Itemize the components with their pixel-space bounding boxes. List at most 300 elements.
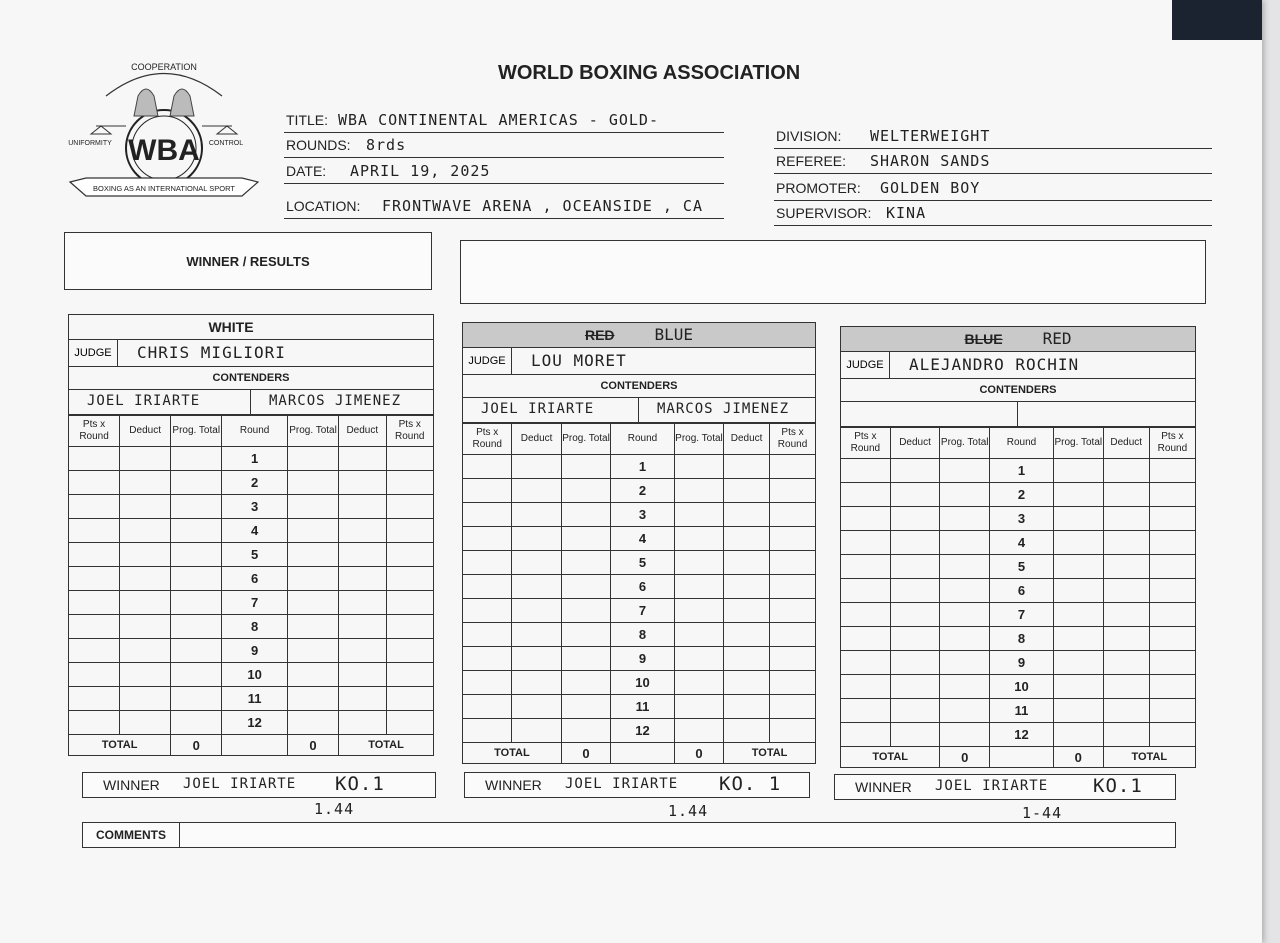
score-cell[interactable]	[287, 447, 338, 471]
score-cell[interactable]	[120, 639, 171, 663]
score-cell[interactable]	[512, 479, 561, 503]
score-cell[interactable]	[339, 687, 386, 711]
score-cell[interactable]	[463, 623, 512, 647]
col-header: Prog. Total	[1053, 428, 1103, 459]
score-cell[interactable]	[561, 479, 610, 503]
score-cell[interactable]	[724, 479, 770, 503]
score-cell[interactable]	[69, 495, 120, 519]
score-cell[interactable]	[339, 471, 386, 495]
score-cell[interactable]	[339, 591, 386, 615]
table-row	[69, 663, 434, 687]
table-row	[841, 507, 1196, 531]
score-cell[interactable]	[940, 603, 990, 627]
table-row	[69, 687, 434, 711]
background-corner	[1172, 0, 1262, 40]
score-cell[interactable]	[120, 519, 171, 543]
score-cell[interactable]	[287, 687, 338, 711]
score-cell[interactable]	[674, 455, 723, 479]
score-cell[interactable]	[69, 663, 120, 687]
score-cell[interactable]	[841, 723, 891, 747]
score-cell[interactable]	[770, 527, 816, 551]
score-cell[interactable]	[386, 711, 434, 735]
score-cell[interactable]	[724, 551, 770, 575]
score-cell[interactable]	[841, 675, 891, 699]
score-cell[interactable]	[940, 651, 990, 675]
score-cell[interactable]	[1053, 675, 1103, 699]
score-cell[interactable]	[339, 663, 386, 687]
score-cell[interactable]	[339, 543, 386, 567]
total-gap	[611, 743, 675, 764]
score-cell[interactable]	[1149, 723, 1195, 747]
table-row	[463, 647, 816, 671]
score-cell[interactable]	[171, 639, 222, 663]
score-cell[interactable]	[386, 471, 434, 495]
score-cell[interactable]	[1149, 555, 1195, 579]
score-cell[interactable]	[339, 615, 386, 639]
judge-name: LOU MORET	[531, 351, 627, 370]
corner-struck-label: RED	[584, 327, 615, 343]
score-cell[interactable]	[287, 567, 338, 591]
referee-field	[774, 149, 1212, 174]
score-cell[interactable]	[512, 503, 561, 527]
score-cell[interactable]	[386, 519, 434, 543]
score-cell[interactable]	[1053, 531, 1103, 555]
score-cell[interactable]	[1149, 627, 1195, 651]
score-cell[interactable]	[386, 495, 434, 519]
score-cell[interactable]	[339, 567, 386, 591]
score-cell[interactable]	[770, 719, 816, 743]
score-cell[interactable]	[674, 479, 723, 503]
comments-row[interactable]	[82, 822, 1176, 848]
score-cell[interactable]	[674, 623, 723, 647]
score-cell[interactable]	[1103, 627, 1149, 651]
score-cell[interactable]	[1149, 603, 1195, 627]
score-cell[interactable]	[890, 651, 940, 675]
logo-banner: BOXING AS AN INTERNATIONAL SPORT	[93, 184, 235, 193]
corner-new-label: BLUE	[654, 325, 694, 344]
score-cell[interactable]	[287, 543, 338, 567]
location-field	[284, 194, 724, 219]
scorecard-red	[840, 326, 1196, 768]
score-cell[interactable]	[171, 663, 222, 687]
score-cell[interactable]	[287, 591, 338, 615]
score-cell[interactable]	[1103, 507, 1149, 531]
contenders-row	[68, 390, 434, 415]
contenders-row	[462, 398, 816, 423]
score-cell[interactable]	[674, 599, 723, 623]
score-cell[interactable]	[724, 671, 770, 695]
date-field	[284, 159, 724, 184]
score-cell[interactable]	[1053, 459, 1103, 483]
score-cell[interactable]	[512, 647, 561, 671]
score-cell[interactable]	[841, 507, 891, 531]
score-cell[interactable]	[561, 599, 610, 623]
score-cell[interactable]	[674, 719, 723, 743]
score-cell[interactable]	[287, 495, 338, 519]
score-cell[interactable]	[770, 695, 816, 719]
score-cell[interactable]	[674, 551, 723, 575]
score-cell[interactable]	[171, 495, 222, 519]
score-cell[interactable]	[1053, 507, 1103, 531]
score-cell[interactable]	[770, 575, 816, 599]
score-cell[interactable]	[841, 579, 891, 603]
table-row	[69, 639, 434, 663]
score-cell[interactable]	[120, 543, 171, 567]
score-cell[interactable]	[287, 639, 338, 663]
total-row	[841, 747, 1196, 768]
score-cell[interactable]	[120, 447, 171, 471]
score-cell[interactable]	[463, 719, 512, 743]
judge-row	[840, 352, 1196, 379]
score-cell[interactable]	[890, 579, 940, 603]
promoter-value: GOLDEN BOY	[880, 179, 981, 197]
score-cell[interactable]	[120, 687, 171, 711]
score-cell[interactable]	[512, 599, 561, 623]
score-cell[interactable]	[1053, 651, 1103, 675]
col-header: Deduct	[724, 424, 770, 455]
score-cell[interactable]	[724, 527, 770, 551]
score-cell[interactable]	[287, 663, 338, 687]
score-cell[interactable]	[69, 687, 120, 711]
score-cell[interactable]	[724, 695, 770, 719]
score-cell[interactable]	[69, 615, 120, 639]
score-cell[interactable]	[171, 471, 222, 495]
total-gap	[990, 747, 1054, 768]
score-cell[interactable]	[69, 519, 120, 543]
round-number: 7	[611, 599, 675, 623]
score-cell[interactable]	[841, 531, 891, 555]
score-cell[interactable]	[1103, 531, 1149, 555]
score-cell[interactable]	[1103, 483, 1149, 507]
score-cell[interactable]	[120, 495, 171, 519]
corner-header	[840, 326, 1196, 352]
score-cell[interactable]	[890, 699, 940, 723]
contenders-label: CONTENDERS	[68, 367, 434, 390]
score-cell[interactable]	[512, 455, 561, 479]
date-value: APRIL 19, 2025	[350, 162, 491, 180]
score-cell[interactable]	[1053, 723, 1103, 747]
score-cell[interactable]	[724, 647, 770, 671]
table-row	[463, 551, 816, 575]
score-cell[interactable]	[841, 459, 891, 483]
score-cell[interactable]	[1149, 531, 1195, 555]
title-field	[284, 108, 724, 133]
score-cell[interactable]	[561, 503, 610, 527]
table-row	[69, 591, 434, 615]
score-cell[interactable]	[940, 627, 990, 651]
score-cell[interactable]	[1103, 459, 1149, 483]
score-cell[interactable]	[674, 671, 723, 695]
score-cell[interactable]	[1149, 579, 1195, 603]
score-cell[interactable]	[940, 675, 990, 699]
score-cell[interactable]	[171, 543, 222, 567]
score-cell[interactable]	[69, 447, 120, 471]
score-cell[interactable]	[171, 447, 222, 471]
round-number: 11	[990, 699, 1054, 723]
score-cell[interactable]	[674, 695, 723, 719]
score-cell[interactable]	[940, 507, 990, 531]
table-row	[841, 651, 1196, 675]
score-cell[interactable]	[561, 695, 610, 719]
score-cell[interactable]	[940, 483, 990, 507]
score-cell[interactable]	[890, 675, 940, 699]
round-number: 2	[222, 471, 288, 495]
score-cell[interactable]	[386, 447, 434, 471]
score-cell[interactable]	[69, 639, 120, 663]
table-row	[841, 483, 1196, 507]
division-value: WELTERWEIGHT	[870, 127, 991, 145]
col-header: Round	[611, 424, 675, 455]
date-label: DATE:	[286, 163, 327, 179]
judge-label: JUDGE	[841, 352, 890, 378]
score-cell[interactable]	[1149, 507, 1195, 531]
score-cell[interactable]	[69, 711, 120, 735]
score-cell[interactable]	[890, 723, 940, 747]
score-cell[interactable]	[463, 527, 512, 551]
score-cell[interactable]	[674, 575, 723, 599]
score-cell[interactable]	[1103, 699, 1149, 723]
score-cell[interactable]	[1149, 483, 1195, 507]
score-cell[interactable]	[1053, 579, 1103, 603]
score-cell[interactable]	[674, 527, 723, 551]
score-cell[interactable]	[386, 543, 434, 567]
score-cell[interactable]	[120, 471, 171, 495]
contenders-row	[840, 402, 1196, 427]
score-cell[interactable]	[890, 603, 940, 627]
score-cell[interactable]	[69, 543, 120, 567]
round-number: 9	[990, 651, 1054, 675]
table-row	[69, 711, 434, 735]
score-cell[interactable]	[940, 699, 990, 723]
score-cell[interactable]	[463, 551, 512, 575]
score-cell[interactable]	[171, 615, 222, 639]
score-cell[interactable]	[69, 567, 120, 591]
score-cell[interactable]	[1053, 555, 1103, 579]
winner-label: WINNER	[103, 777, 160, 793]
score-cell[interactable]	[1053, 627, 1103, 651]
score-cell[interactable]	[512, 527, 561, 551]
score-cell[interactable]	[463, 671, 512, 695]
score-cell[interactable]	[386, 639, 434, 663]
left-fighter: JOEL IRIARTE	[481, 401, 595, 417]
score-cell[interactable]	[1103, 651, 1149, 675]
time-red: 1-44	[1022, 804, 1063, 822]
score-cell[interactable]	[463, 503, 512, 527]
score-cell[interactable]	[463, 455, 512, 479]
scorecard-white	[68, 314, 434, 756]
score-cell[interactable]	[512, 671, 561, 695]
score-cell[interactable]	[724, 719, 770, 743]
table-row	[463, 455, 816, 479]
score-cell[interactable]	[841, 603, 891, 627]
score-cell[interactable]	[561, 455, 610, 479]
score-cell[interactable]	[463, 575, 512, 599]
score-cell[interactable]	[287, 711, 338, 735]
col-header: Pts x Round	[386, 416, 434, 447]
score-cell[interactable]	[287, 615, 338, 639]
score-cell[interactable]	[940, 459, 990, 483]
score-cell[interactable]	[561, 575, 610, 599]
score-cell[interactable]	[386, 663, 434, 687]
score-cell[interactable]	[512, 719, 561, 743]
score-cell[interactable]	[287, 471, 338, 495]
table-row	[69, 471, 434, 495]
score-cell[interactable]	[940, 579, 990, 603]
score-cell[interactable]	[724, 575, 770, 599]
score-cell[interactable]	[512, 623, 561, 647]
score-cell[interactable]	[463, 479, 512, 503]
score-cell[interactable]	[1103, 675, 1149, 699]
score-cell[interactable]	[841, 627, 891, 651]
score-cell[interactable]	[561, 647, 610, 671]
total-left: 0	[171, 735, 222, 756]
score-cell[interactable]	[512, 551, 561, 575]
logo-text-top: COOPERATION	[131, 62, 197, 72]
col-header: Round	[222, 416, 288, 447]
total-left: 0	[561, 743, 610, 764]
total-right: 0	[287, 735, 338, 756]
score-cell[interactable]	[674, 647, 723, 671]
score-cell[interactable]	[890, 627, 940, 651]
score-cell[interactable]	[512, 575, 561, 599]
score-cell[interactable]	[724, 623, 770, 647]
score-cell[interactable]	[1149, 675, 1195, 699]
score-cell[interactable]	[770, 647, 816, 671]
col-header: Prog. Total	[674, 424, 723, 455]
score-cell[interactable]	[287, 519, 338, 543]
score-cell[interactable]	[770, 503, 816, 527]
score-cell[interactable]	[561, 719, 610, 743]
score-cell[interactable]	[940, 723, 990, 747]
score-cell[interactable]	[561, 623, 610, 647]
score-cell[interactable]	[770, 623, 816, 647]
round-number: 12	[990, 723, 1054, 747]
score-cell[interactable]	[770, 671, 816, 695]
total-label-right: TOTAL	[1103, 747, 1195, 768]
scorecard-blue	[462, 322, 816, 764]
score-cell[interactable]	[386, 591, 434, 615]
score-cell[interactable]	[770, 551, 816, 575]
round-number: 1	[222, 447, 288, 471]
score-cell[interactable]	[69, 591, 120, 615]
total-right: 0	[1053, 747, 1103, 768]
score-cell[interactable]	[120, 663, 171, 687]
score-cell[interactable]	[724, 455, 770, 479]
score-cell[interactable]	[940, 531, 990, 555]
score-cell[interactable]	[386, 687, 434, 711]
score-cell[interactable]	[1103, 603, 1149, 627]
round-number: 4	[222, 519, 288, 543]
score-cell[interactable]	[120, 591, 171, 615]
score-cell[interactable]	[339, 495, 386, 519]
score-cell[interactable]	[463, 695, 512, 719]
table-row	[69, 447, 434, 471]
score-cell[interactable]	[69, 471, 120, 495]
score-cell[interactable]	[171, 567, 222, 591]
score-cell[interactable]	[890, 483, 940, 507]
score-cell[interactable]	[940, 555, 990, 579]
score-cell[interactable]	[770, 599, 816, 623]
score-cell[interactable]	[339, 711, 386, 735]
score-cell[interactable]	[841, 483, 891, 507]
score-cell[interactable]	[724, 599, 770, 623]
score-cell[interactable]	[1149, 459, 1195, 483]
score-cell[interactable]	[339, 519, 386, 543]
corner-header	[68, 314, 434, 340]
left-fighter: JOEL IRIARTE	[87, 393, 201, 409]
score-cell[interactable]	[171, 519, 222, 543]
table-row	[463, 695, 816, 719]
score-cell[interactable]	[890, 459, 940, 483]
col-header: Deduct	[120, 416, 171, 447]
score-cell[interactable]	[1053, 483, 1103, 507]
logo-text-left: UNIFORMITY	[68, 140, 112, 147]
score-cell[interactable]	[386, 615, 434, 639]
score-cell[interactable]	[171, 687, 222, 711]
score-cell[interactable]	[1053, 603, 1103, 627]
score-cell[interactable]	[890, 531, 940, 555]
score-cell[interactable]	[890, 507, 940, 531]
score-cell[interactable]	[120, 567, 171, 591]
score-cell[interactable]	[770, 479, 816, 503]
winner-label: WINNER	[855, 779, 912, 795]
supervisor-field	[774, 201, 1212, 226]
score-cell[interactable]	[770, 455, 816, 479]
score-cell[interactable]	[463, 647, 512, 671]
score-cell[interactable]	[171, 591, 222, 615]
total-label-left: TOTAL	[69, 735, 171, 756]
score-cell[interactable]	[339, 447, 386, 471]
table-row	[69, 543, 434, 567]
score-cell[interactable]	[339, 639, 386, 663]
round-number: 5	[990, 555, 1054, 579]
score-cell[interactable]	[120, 711, 171, 735]
score-cell[interactable]	[171, 711, 222, 735]
winner-label: WINNER	[485, 777, 542, 793]
score-cell[interactable]	[841, 555, 891, 579]
score-cell[interactable]	[561, 551, 610, 575]
winner-results-field[interactable]	[460, 240, 1206, 304]
score-cell[interactable]	[561, 527, 610, 551]
table-row	[841, 555, 1196, 579]
score-cell[interactable]	[724, 503, 770, 527]
total-right: 0	[674, 743, 723, 764]
right-fighter: MARCOS JIMENEZ	[657, 401, 790, 417]
score-cell[interactable]	[1103, 579, 1149, 603]
score-cell[interactable]	[512, 695, 561, 719]
score-cell[interactable]	[1103, 555, 1149, 579]
winner-results-label: WINNER / RESULTS	[186, 253, 310, 269]
score-cell[interactable]	[120, 615, 171, 639]
score-cell[interactable]	[1149, 651, 1195, 675]
score-cell[interactable]	[561, 671, 610, 695]
score-cell[interactable]	[1103, 723, 1149, 747]
score-cell[interactable]	[1149, 699, 1195, 723]
round-number: 6	[990, 579, 1054, 603]
winner-name: JOEL IRIARTE	[935, 778, 1049, 794]
location-label: LOCATION:	[286, 198, 361, 214]
score-cell[interactable]	[463, 599, 512, 623]
score-cell[interactable]	[890, 555, 940, 579]
time-white: 1.44	[314, 800, 355, 818]
round-number: 1	[611, 455, 675, 479]
score-cell[interactable]	[841, 699, 891, 723]
score-cell[interactable]	[841, 651, 891, 675]
score-cell[interactable]	[1053, 699, 1103, 723]
total-gap	[222, 735, 288, 756]
score-cell[interactable]	[674, 503, 723, 527]
score-cell[interactable]	[386, 567, 434, 591]
